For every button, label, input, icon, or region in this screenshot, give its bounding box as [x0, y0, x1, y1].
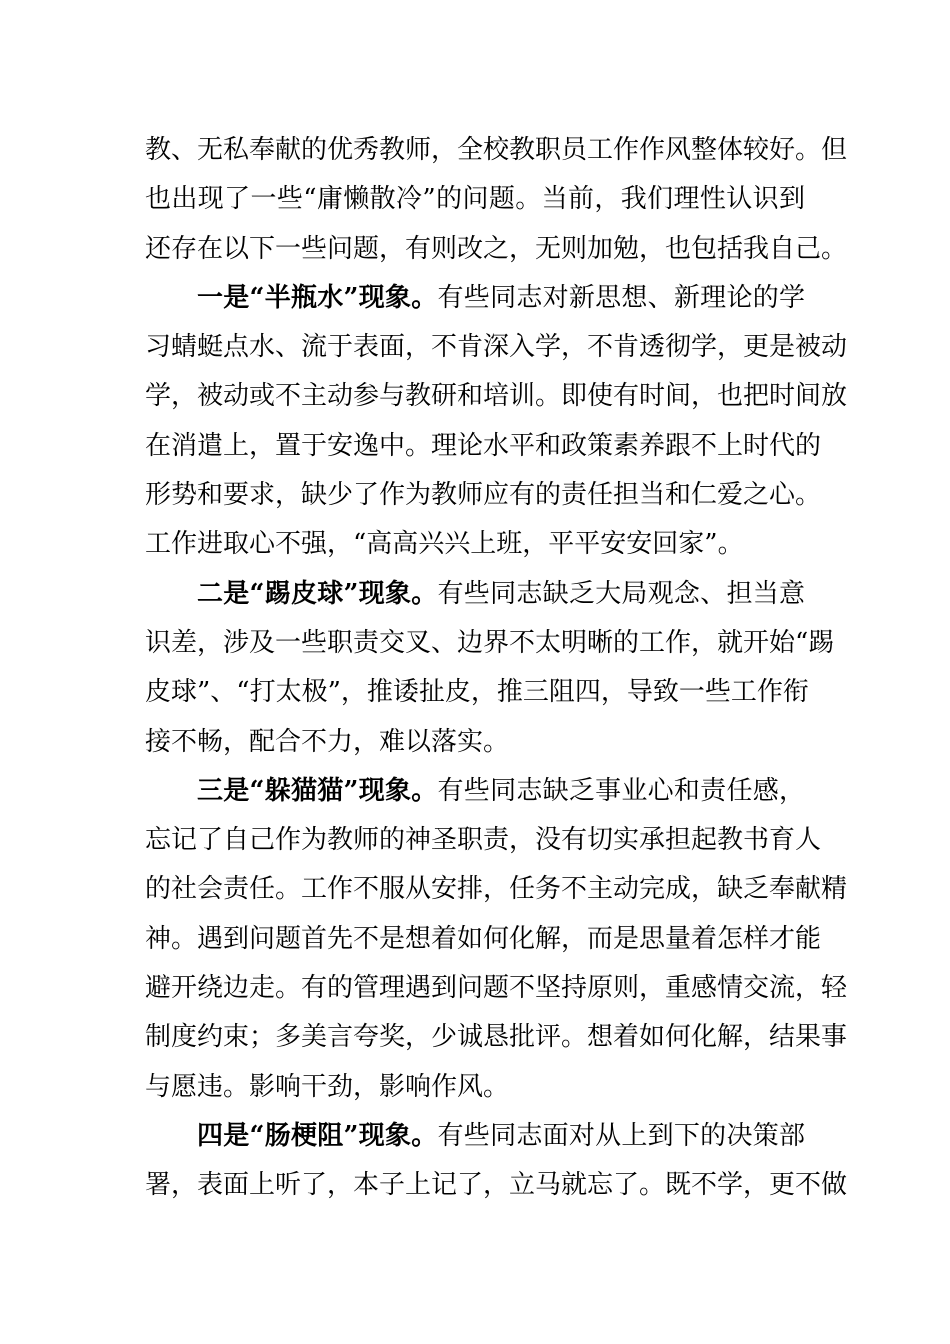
- text-line: [145, 471, 822, 520]
- line-text: 的社会责任。工作不服从安排，任务不主动完成，缺乏奉献精: [145, 874, 848, 905]
- text-line: [145, 915, 822, 964]
- text-line: [145, 1063, 805, 1112]
- text-line: [145, 520, 805, 569]
- line-text: 习蜻蜓点水、流于表面，不肯深入学，不肯透彻学，更是被动: [145, 332, 848, 363]
- line-text: 识差，涉及一些职责交叉、边界不太明晰的工作，就开始“踢: [145, 627, 835, 658]
- line-text: 还存在以下一些问题，有则改之，无则加勉，也包括我自己。: [145, 233, 848, 264]
- document-body: [145, 126, 848, 1211]
- paragraph-lead: 一是“半瓶水”现象。: [197, 282, 438, 313]
- text-line: [145, 570, 805, 619]
- line-text: 皮球”、“打太极”，推诿扯皮，推三阻四，导致一些工作衔: [145, 677, 809, 708]
- line-text: 有些同志对新思想、新理论的学: [437, 282, 805, 313]
- text-line: [145, 964, 848, 1013]
- line-text: 工作进取心不强，“高高兴兴上班，平平安安回家”。: [145, 529, 744, 560]
- line-text: 在消遣上，置于安逸中。理论水平和政策素养跟不上时代的: [145, 430, 822, 461]
- text-line: [145, 668, 809, 717]
- line-text: 接不畅，配合不力，难以落实。: [145, 726, 510, 757]
- line-text: 学，被动或不主动参与教研和培训。即使有时间，也把时间放: [145, 381, 848, 412]
- line-text: 与愿违。影响干劲，影响作风。: [145, 1071, 510, 1102]
- paragraph-lead: 四是“肠梗阻”现象。: [197, 1120, 438, 1151]
- text-line: [145, 1112, 805, 1161]
- line-text: 制度约束；多美言夸奖，少诚恳批评。想着如何化解，结果事: [145, 1022, 848, 1053]
- line-text: 署，表面上听了，本子上记了，立马就忘了。既不学，更不做: [145, 1170, 848, 1201]
- text-line: [145, 619, 835, 668]
- line-text: 形势和要求，缺少了作为教师应有的责任担当和仁爱之心。: [145, 480, 822, 511]
- text-line: [145, 767, 805, 816]
- line-text: 有些同志缺乏大局观念、担当意: [437, 578, 805, 609]
- text-line: [145, 225, 848, 274]
- line-text: 也出现了一些“庸懒散冷”的问题。当前，我们理性认识到: [145, 184, 805, 215]
- paragraph-lead: 三是“躲猫猫”现象。: [197, 775, 438, 806]
- paragraph-lead: 二是“踢皮球”现象。: [197, 578, 438, 609]
- line-text: 有些同志面对从上到下的决策部: [437, 1120, 805, 1151]
- line-text: 神。遇到问题首先不是想着如何化解，而是思量着怎样才能: [145, 923, 822, 954]
- line-text: 忘记了自己作为教师的神圣职责，没有切实承担起教书育人: [145, 825, 822, 856]
- text-line: [145, 1013, 848, 1062]
- text-line: [145, 865, 848, 914]
- line-text: 教、无私奉献的优秀教师，全校教职员工作作风整体较好。但: [145, 135, 848, 165]
- text-line: [145, 126, 848, 175]
- text-line: [145, 274, 805, 323]
- text-line: [145, 718, 805, 767]
- text-line: [145, 816, 822, 865]
- text-line: [145, 372, 848, 421]
- line-text: 避开绕边走。有的管理遇到问题不坚持原则，重感情交流，轻: [145, 973, 848, 1004]
- line-text: 有些同志缺乏事业心和责任感，: [437, 775, 805, 806]
- text-line: [145, 1161, 848, 1210]
- text-line: [145, 323, 848, 372]
- text-line: [145, 422, 822, 471]
- text-line: [145, 175, 805, 224]
